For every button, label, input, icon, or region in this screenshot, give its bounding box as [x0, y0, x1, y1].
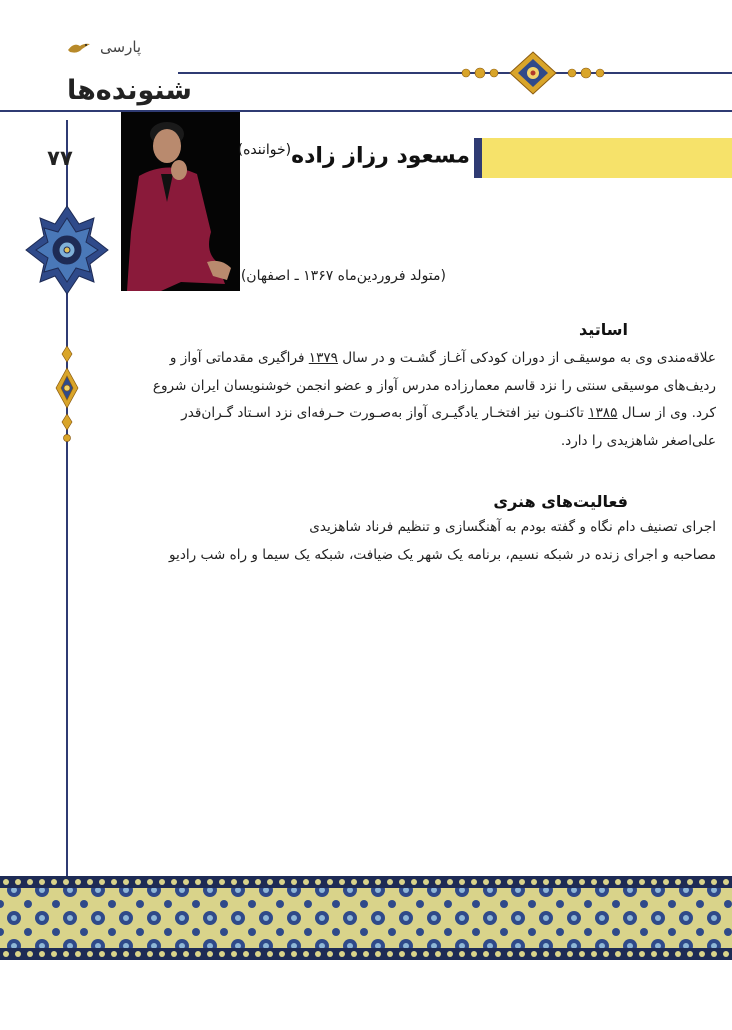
logo-subtitle: پارسی [100, 38, 142, 56]
paragraph-line: کرد. وی از سـال ۱۳۸۵ تاکنـون نیز افتخـار یادگیـری آواز به‌صـورت حـرفه‌ای نزد اسـتاد گـران‌قدر [181, 405, 716, 421]
artist-birth: (متولد فروردین‌ماه ۱۳۶۷ ـ اصفهان) [240, 268, 446, 284]
year-highlight: ۱۳۷۹ [308, 350, 338, 366]
header-rule-lower [0, 110, 732, 112]
logo-title: شنونده‌ها [66, 75, 192, 106]
bird-icon [66, 40, 92, 56]
activities-paragraph [116, 514, 716, 569]
paragraph-line: علی‌اصغر شاهزیدی را دارد. [560, 432, 716, 449]
year-highlight: ۱۳۸۵ [588, 405, 618, 421]
decorative-border-icon [0, 876, 732, 960]
artist-title [238, 142, 470, 168]
title-accent-bar [474, 138, 482, 178]
publication-logo [62, 34, 192, 112]
paragraph-line: علاقه‌مندی وی به موسیقـی از دوران کودکی آغـاز گشـت و در سال ۱۳۷۹ فراگیری مقدماتی آواز و [169, 350, 716, 366]
teachers-paragraph [116, 345, 716, 455]
artist-name: مسعود رزاز زاده [291, 143, 470, 169]
paragraph-line: ردیف‌های موسیقی سنتی را نزد قاسم معمارزاده مدرس آواز و عضو انجمن خوشنویسان ایران شروع [152, 377, 716, 394]
title-highlight-bar [482, 138, 732, 178]
paragraph-line: اجرای تصنیف دام نگاه و گفته بودم به آهنگسازی و تنظیم فرناد شاهزیدی [309, 519, 716, 535]
ornament-pendant-icon [52, 344, 82, 444]
artist-photo [121, 112, 240, 291]
paragraph-line: مصاحبه و اجرای زنده در شبکه نسیم، برنامه یک شهر یک ضیافت، شبکه یک سیما و راه شب رادیو [169, 546, 716, 563]
artist-role: (خواننده) [237, 142, 292, 158]
section-heading-activities: فعالیت‌های هنری [493, 492, 628, 511]
header-rule [178, 72, 732, 74]
page-number: ۷۷ [47, 146, 73, 170]
ornament-header-icon [458, 50, 608, 96]
ornament-medallion-icon [24, 204, 110, 296]
section-heading-teachers: اساتید [578, 320, 628, 339]
